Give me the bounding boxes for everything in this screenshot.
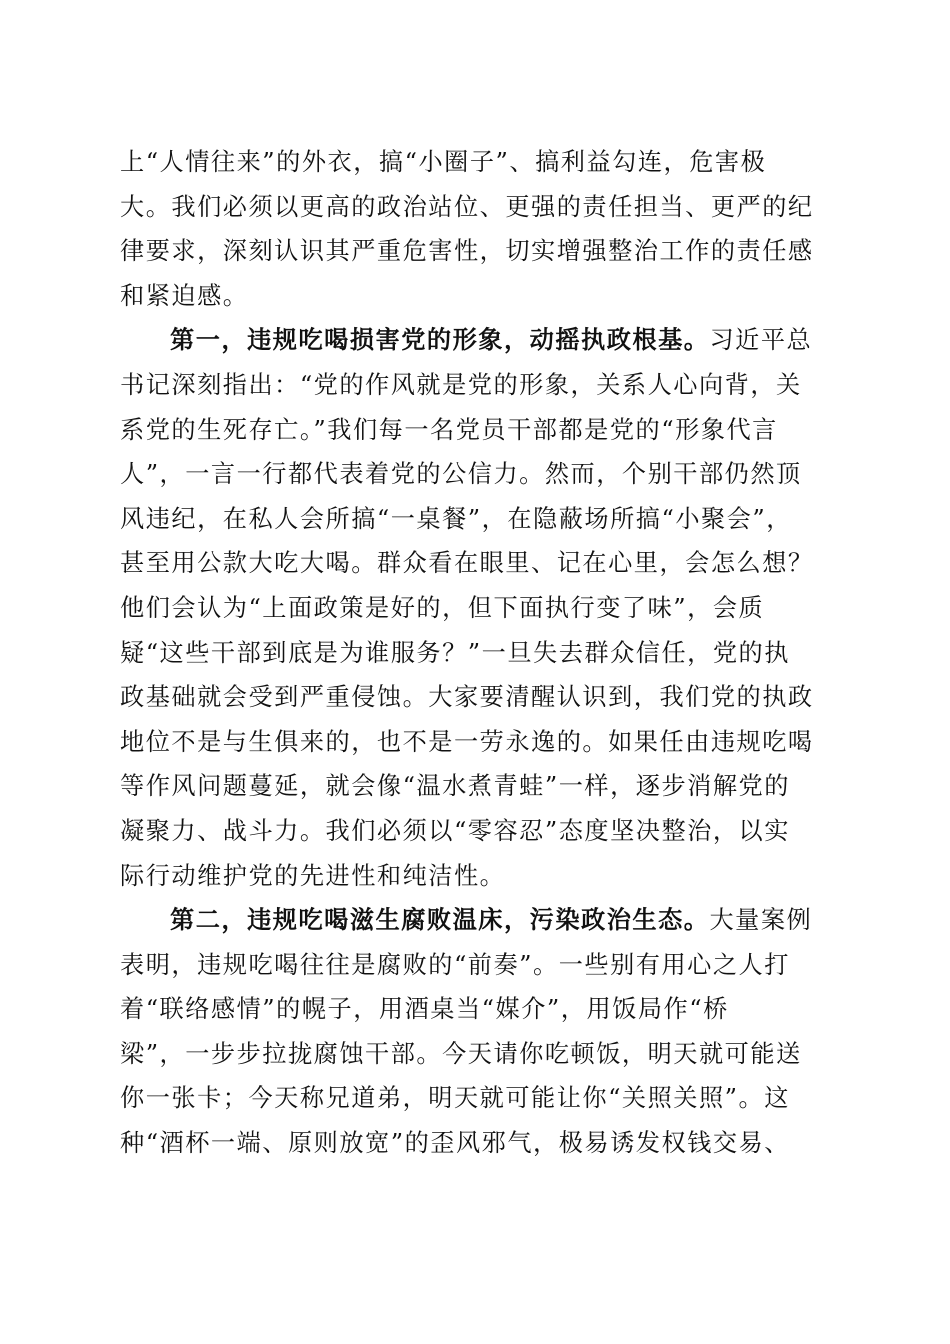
text-line: 种“酒杯一端、原则放宽”的歪风邪气，极易诱发权钱交易、 [120,1129,790,1158]
text-line: 地位不是与生俱来的，也不是一劳永逸的。如果任由违规吃喝 [120,727,814,756]
text-line: 疑“这些干部到底是为谁服务？”一旦失去群众信任，党的执 [120,638,790,667]
point-heading: 第一，违规吃喝损害党的形象，动摇执政根基。 [170,325,710,355]
text-line: 风违纪，在私人会所搞“一桌餐”，在隐蔽场所搞“小聚会”， [120,504,792,533]
text-run: 大量案例 [709,906,813,935]
text-line: 大。我们必须以更高的政治站位、更强的责任担当、更严的纪 [120,192,814,221]
text-line: 际行动维护党的先进性和纯洁性。 [120,861,506,890]
text-line: 等作风问题蔓延，就会像“温水煮青蛙”一样，逐步消解党的 [120,772,790,801]
text-line: 他们会认为“上面政策是好的，但下面执行变了味”，会质 [120,593,765,622]
text-line: 凝聚力、战斗力。我们必须以“零容忍”态度坚决整治，以实 [120,816,790,845]
text-line: 和紧迫感。 [120,281,249,310]
text-line: 书记深刻指出：“党的作风就是党的形象，关系人心向背，关 [120,370,802,399]
point-heading: 第二，违规吃喝滋生腐败温床，污染政治生态。 [170,905,710,935]
paragraph-second-point [0,898,950,1166]
text-line: 上“人情往来”的外衣，搞“小圈子”、搞利益勾连，危害极 [120,148,767,176]
text-line: 你一张卡；今天称兄道弟，明天就可能让你“关照关照”。这 [120,1084,790,1113]
paragraph-first-line [120,318,824,363]
text-line: 政基础就会受到严重侵蚀。大家要清醒认识到，我们党的执政 [120,683,814,712]
text-line: 着“联络感情”的幌子，用酒桌当“媒介”，用饭局作“桥 [120,995,729,1024]
text-line: 人”，一言一行都代表着党的公信力。然而，个别干部仍然顶 [120,460,802,489]
text-line: 甚至用公款大吃大喝。群众看在眼里、记在心里，会怎么想？ [120,549,814,578]
text-line: 表明，违规吃喝往往是腐败的“前奏”。一些别有用心之人打 [120,950,790,979]
text-line: 律要求，深刻认识其严重危害性，切实增强整治工作的责任感 [120,237,814,266]
paragraph-first-line [120,898,824,943]
text-run: 习近平总 [709,326,813,355]
text-line: 梁”，一步步拉拢腐蚀干部。今天请你吃顿饭，明天就可能送 [120,1039,802,1068]
paragraph-intro-continuation [0,140,950,318]
text-line: 系党的生死存亡。”我们每一名党员干部都是党的“形象代言 [120,415,778,444]
paragraph-first-point [0,318,950,898]
